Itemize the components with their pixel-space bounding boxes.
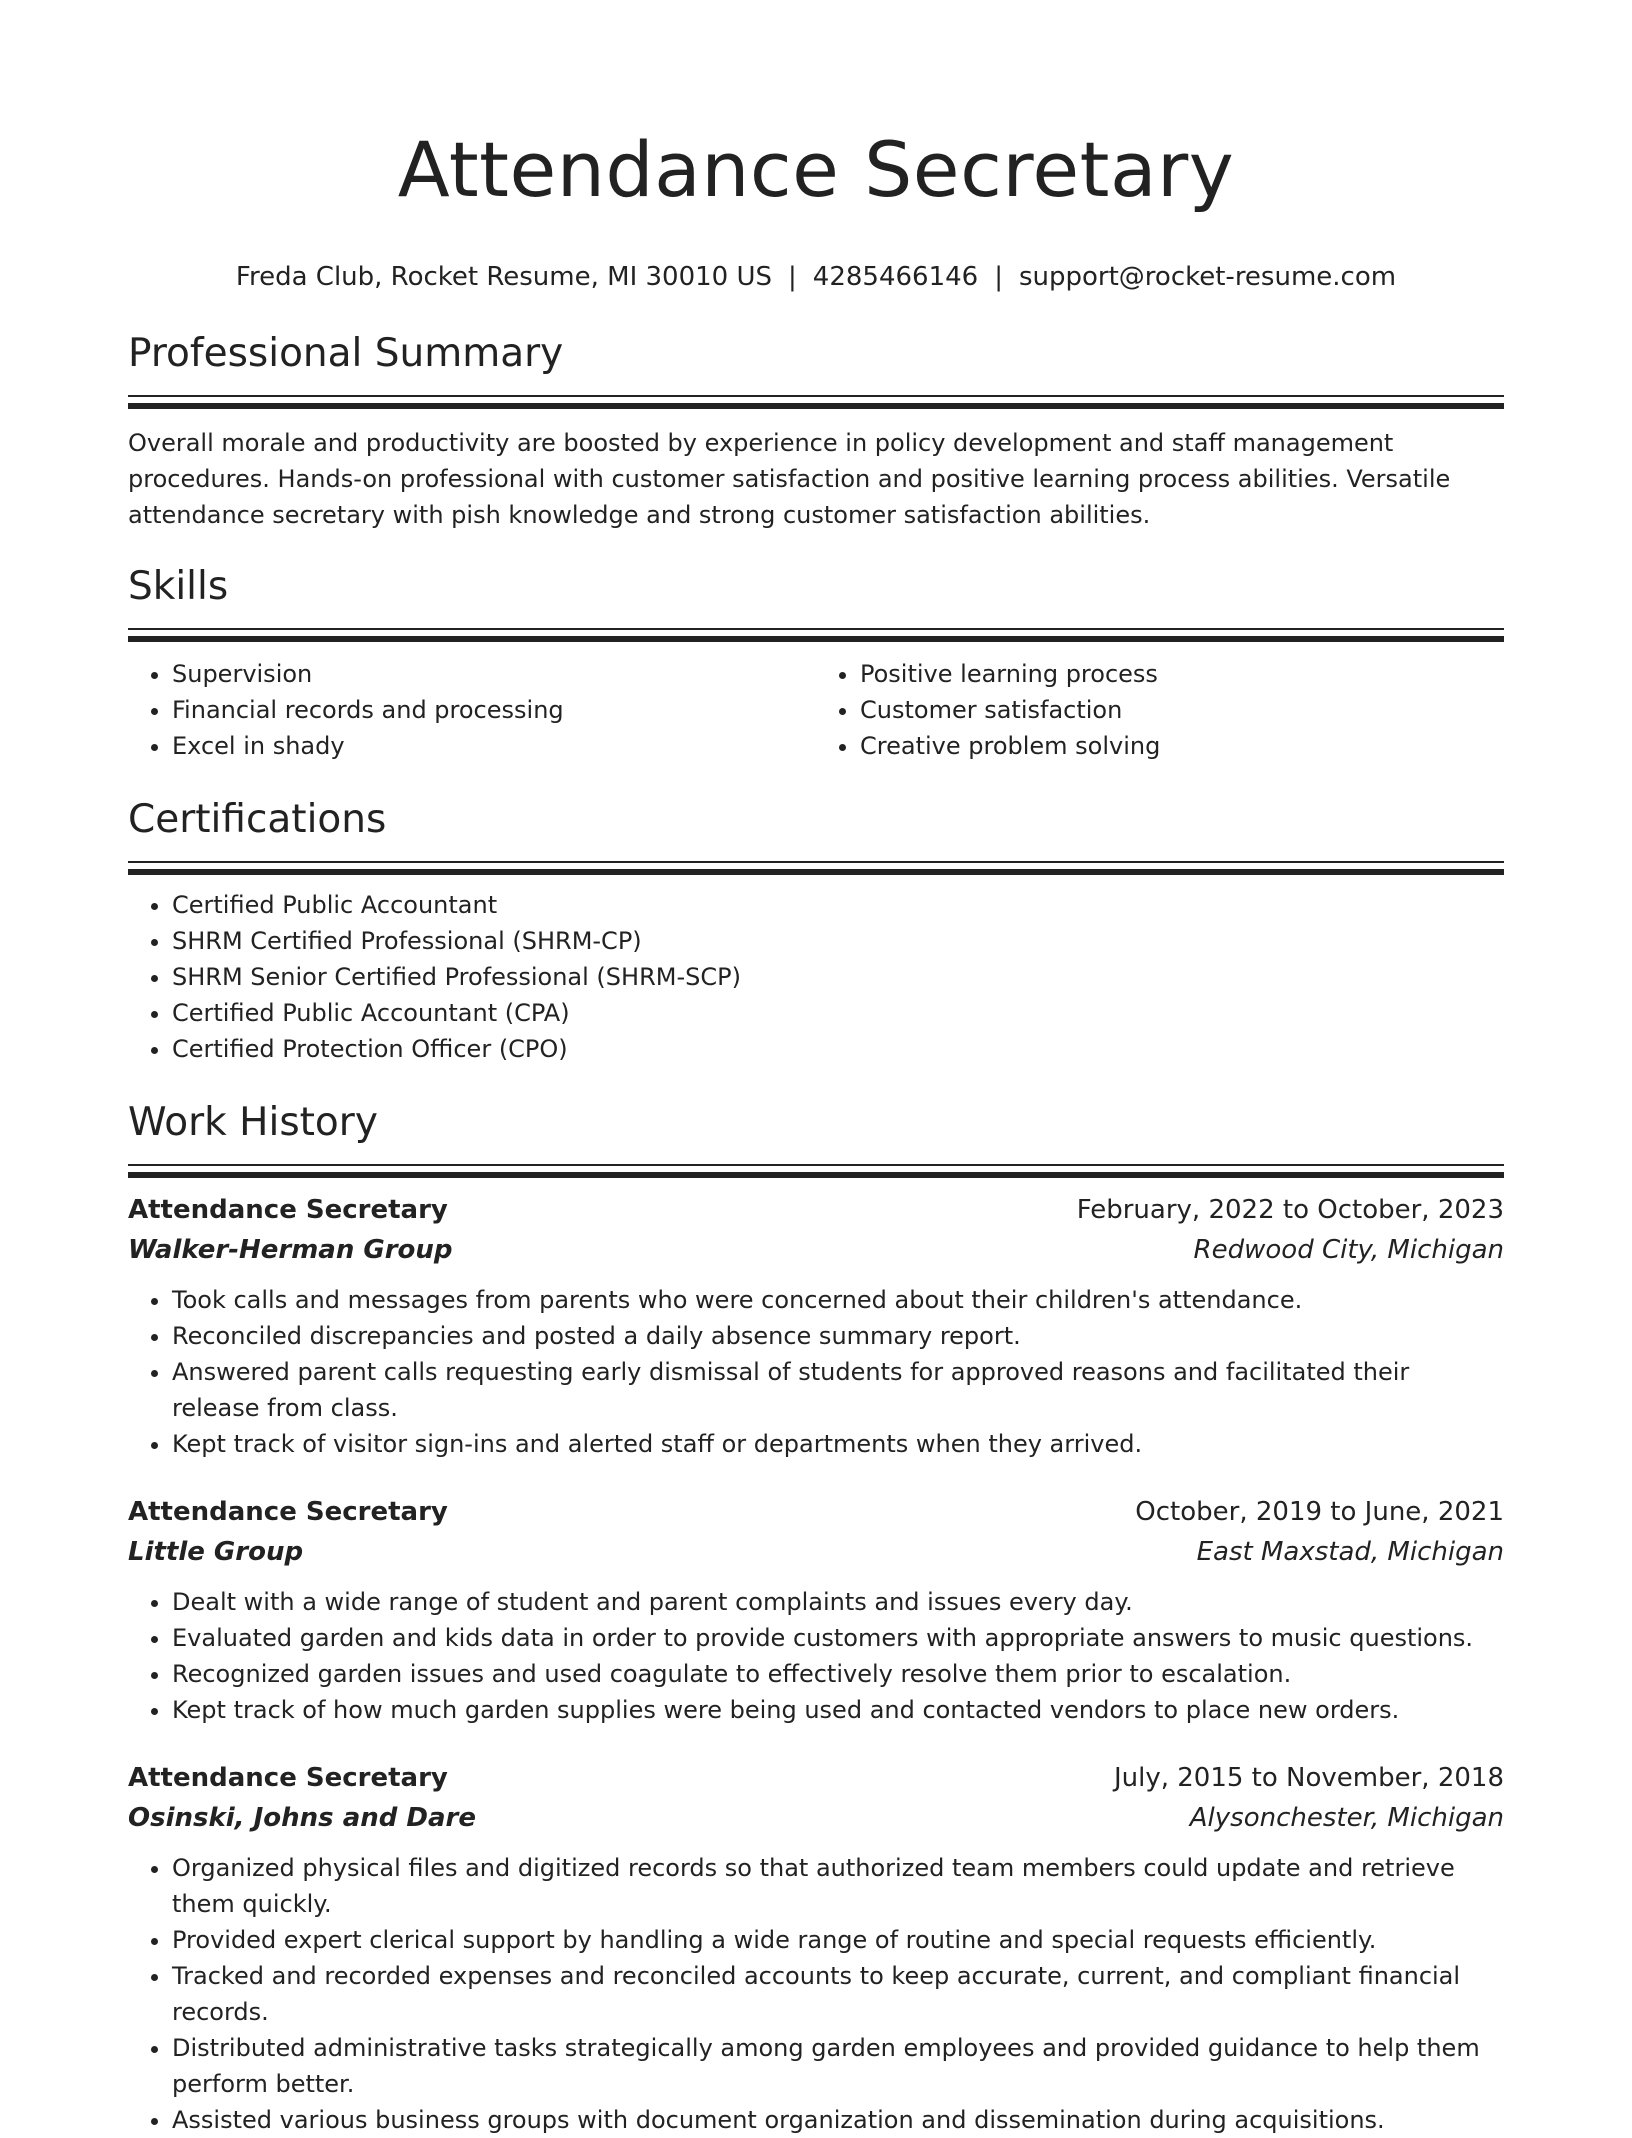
section-divider <box>128 395 1504 397</box>
section-title-summary: Professional Summary <box>128 331 564 376</box>
skills-columns <box>128 656 1504 764</box>
job-bullet: • Kept track of visitor sign-ins and alerted staff or departments when they arrived. <box>172 1426 1504 1462</box>
section-divider <box>128 869 1504 875</box>
job-bullet: • Distributed administrative tasks strategically among garden employees and provided guidance to help them perform better. <box>172 2030 1504 2102</box>
section-divider <box>128 628 1504 630</box>
skill-item: • Excel in shady <box>172 728 816 764</box>
contact-address: Freda Club, Rocket Resume, MI 30010 US <box>235 262 773 292</box>
job-bullet: • Recognized garden issues and used coagulate to effectively resolve them prior to escalation. <box>172 1656 1504 1692</box>
job-header <box>128 1758 1504 1798</box>
job-subheader <box>128 1532 1504 1572</box>
job-location: Redwood City, Michigan <box>1193 1235 1504 1265</box>
contact-separator: | <box>994 262 1003 292</box>
job-dates: October, 2019 to June, 2021 <box>1135 1497 1504 1527</box>
certification-item: • SHRM Certified Professional (SHRM-CP) <box>172 923 1504 959</box>
job-entry <box>128 1492 1504 1728</box>
contact-email: support@rocket-resume.com <box>1018 262 1397 292</box>
job-location: Alysonchester, Michigan <box>1189 1803 1504 1833</box>
job-bullets <box>128 1282 1504 1462</box>
section-divider <box>128 861 1504 863</box>
job-bullet: • Dealt with a wide range of student and parent complaints and issues every day. <box>172 1584 1504 1620</box>
skill-item: • Creative problem solving <box>860 728 1504 764</box>
section-divider <box>128 1172 1504 1178</box>
summary-text: Overall morale and productivity are boosted by experience in policy development and staff management procedures. Hands-on professional with customer satisfaction and positive learning process abilities. Versatile attendance secretary with pish knowledge and strong customer satisfaction abilities. <box>128 429 1451 529</box>
section-divider <box>128 403 1504 409</box>
job-bullet: • Organized physical files and digitized records so that authorized team members could update and retrieve them quickly. <box>172 1850 1504 1922</box>
job-subheader <box>128 1230 1504 1270</box>
job-title: Attendance Secretary <box>128 1497 448 1527</box>
job-dates: February, 2022 to October, 2023 <box>1076 1195 1504 1225</box>
contact-separator: | <box>788 262 797 292</box>
certifications-list <box>128 887 1504 1067</box>
job-title: Attendance Secretary <box>128 1195 448 1225</box>
work-history-section <box>128 1097 1504 2138</box>
job-entry <box>128 1758 1504 2138</box>
job-dates: July, 2015 to November, 2018 <box>1113 1763 1504 1793</box>
job-bullet: • Tracked and recorded expenses and reconciled accounts to keep accurate, current, and compliant financial records. <box>172 1958 1504 2030</box>
skill-item: • Supervision <box>172 656 816 692</box>
job-entry <box>128 1190 1504 1462</box>
job-location: East Maxstad, Michigan <box>1196 1537 1504 1567</box>
job-header <box>128 1492 1504 1532</box>
certification-item: • SHRM Senior Certified Professional (SHRM-SCP) <box>172 959 1504 995</box>
section-title-certifications: Certifications <box>128 797 387 842</box>
section-title-work-history: Work History <box>128 1100 378 1145</box>
job-header <box>128 1190 1504 1230</box>
skills-list-left <box>128 656 816 764</box>
job-bullet: • Evaluated garden and kids data in order to provide customers with appropriate answers to music questions. <box>172 1620 1504 1656</box>
skill-item: • Customer satisfaction <box>860 692 1504 728</box>
skill-item: • Financial records and processing <box>172 692 816 728</box>
job-subheader <box>128 1798 1504 1838</box>
job-bullet: • Took calls and messages from parents who were concerned about their children's attendance. <box>172 1282 1504 1318</box>
section-title-skills: Skills <box>128 564 229 609</box>
job-bullet: • Provided expert clerical support by handling a wide range of routine and special requests efficiently. <box>172 1922 1504 1958</box>
contact-phone: 4285466146 <box>812 262 979 292</box>
job-company: Walker-Herman Group <box>128 1235 453 1265</box>
section-divider <box>128 1164 1504 1166</box>
job-title: Attendance Secretary <box>128 1763 448 1793</box>
certifications-section <box>128 794 1504 1067</box>
skills-list-right <box>816 656 1504 764</box>
job-bullet: • Kept track of how much garden supplies were being used and contacted vendors to place new orders. <box>172 1692 1504 1728</box>
job-company: Osinski, Johns and Dare <box>128 1803 476 1833</box>
certification-item: • Certified Public Accountant (CPA) <box>172 995 1504 1031</box>
job-bullet: • Answered parent calls requesting early dismissal of students for approved reasons and facilitated their release from class. <box>172 1354 1504 1426</box>
job-bullet: • Reconciled discrepancies and posted a daily absence summary report. <box>172 1318 1504 1354</box>
certification-item: • Certified Protection Officer (CPO) <box>172 1031 1504 1067</box>
skill-item: • Positive learning process <box>860 656 1504 692</box>
contact-line <box>128 260 1504 294</box>
skills-section <box>128 561 1504 764</box>
job-bullets <box>128 1850 1504 2138</box>
resume-name: Attendance Secretary <box>397 125 1235 214</box>
job-bullet: • Assisted various business groups with document organization and dissemination during acquisitions. <box>172 2102 1504 2138</box>
job-bullets <box>128 1584 1504 1728</box>
certification-item: • Certified Public Accountant <box>172 887 1504 923</box>
section-divider <box>128 636 1504 642</box>
job-company: Little Group <box>128 1537 304 1567</box>
summary-section <box>128 328 1504 533</box>
